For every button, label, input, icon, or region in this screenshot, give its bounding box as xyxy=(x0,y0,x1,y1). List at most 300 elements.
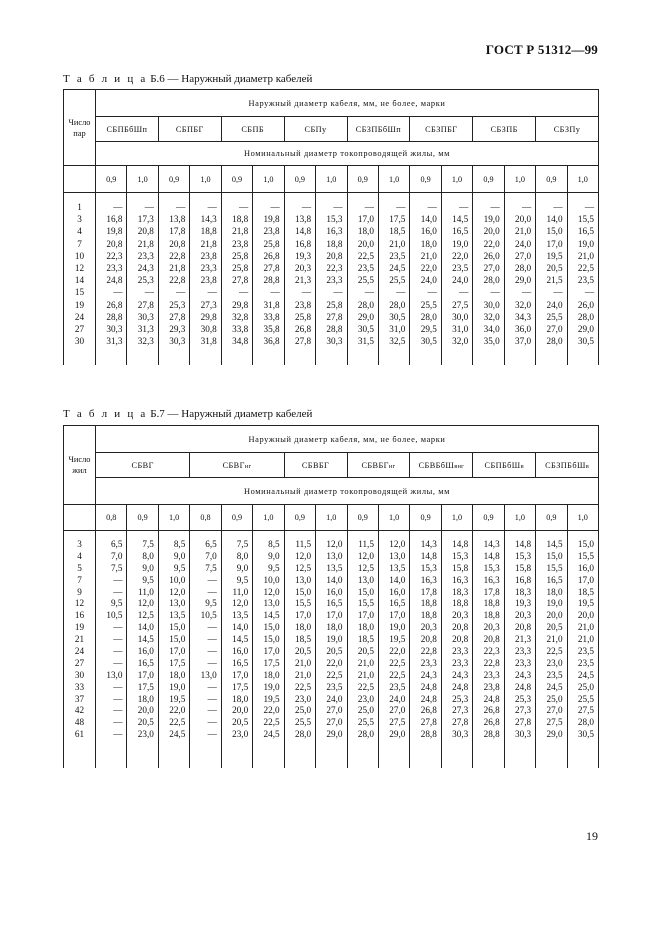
table7-value-cell: 23,3 xyxy=(515,646,532,657)
table6-value-cell: 19,0 xyxy=(483,214,500,225)
table6-value-cell: 30,5 xyxy=(357,323,374,334)
table6-value-cell: 27,5 xyxy=(452,299,469,310)
table6-caption xyxy=(63,73,312,85)
table6-grade-name: СБЗПу xyxy=(553,124,581,134)
table7-value-cell: 12,5 xyxy=(137,610,154,621)
table7-value-list xyxy=(505,539,531,741)
table6-value-cell: 14,0 xyxy=(420,214,437,225)
table7-value-cell: 25,0 xyxy=(294,705,312,716)
table7-value-list xyxy=(568,539,594,741)
table7-value-cell: 23,3 xyxy=(483,669,500,680)
table6-value-cell: 21,5 xyxy=(546,275,563,286)
table7-value-cell: 17,0 xyxy=(137,669,154,680)
table7-value-cell: 18,3 xyxy=(515,586,532,597)
table6-value-cell: 25,8 xyxy=(326,299,343,310)
table7-value-cell: 16,5 xyxy=(326,598,343,609)
table7-value-cell: 28,0 xyxy=(577,717,594,728)
table6-value-cell: 23,8 xyxy=(200,275,217,286)
table7-value-cell: 23,3 xyxy=(420,657,437,668)
table6-value-list xyxy=(410,201,436,347)
table7-diameter: 1,0 xyxy=(378,505,409,531)
table7-value-cell: 22,5 xyxy=(546,646,563,657)
table7-diameter: 1,0 xyxy=(567,505,598,531)
table6-grade-3 xyxy=(284,117,347,142)
table6-count-column xyxy=(64,193,96,365)
table6-value-cell: 21,8 xyxy=(232,226,249,237)
table7-value-column xyxy=(190,531,221,768)
table7-diameter: 0,9 xyxy=(347,505,378,531)
table7-value-cell: 23,0 xyxy=(357,693,374,704)
table6-diameter: 0,9 xyxy=(536,166,567,193)
table6-value-cell: 23,3 xyxy=(200,262,217,273)
table6-value-cell: 23,8 xyxy=(294,299,312,310)
table7-value-cell: 18,5 xyxy=(294,634,312,645)
table-b7 xyxy=(63,425,599,768)
table7-diameter: 0,9 xyxy=(284,505,315,531)
table7-value-cell: 14,3 xyxy=(483,539,500,549)
table7-value-cell: 9,0 xyxy=(142,562,154,573)
table6-value-cell: 22,3 xyxy=(326,262,343,273)
table6-value-cell: 21,0 xyxy=(577,250,594,261)
table6-value-cell: 20,0 xyxy=(357,238,374,249)
table7-value-cell: 15,0 xyxy=(294,586,312,597)
table6-value-list xyxy=(568,201,594,347)
table6-value-cell: 23,8 xyxy=(200,250,217,261)
table7-value-cell: 13,0 xyxy=(357,574,374,585)
table6-value-list xyxy=(159,201,185,347)
table7-value-cell: 18,3 xyxy=(452,586,469,597)
table7-value-cell: 27,8 xyxy=(515,717,532,728)
table6-value-cell: 27,0 xyxy=(483,262,500,273)
table7-grade-name: СБВБбШ xyxy=(418,460,455,470)
table6-diameter: 0,9 xyxy=(473,166,504,193)
table6-value-list xyxy=(316,201,342,347)
table7-count: 27 xyxy=(74,657,85,668)
table7-value-cell: 15,0 xyxy=(577,539,594,549)
table7-value-cell: 23,5 xyxy=(546,669,563,680)
table6-value-cell: 24,8 xyxy=(106,275,123,286)
table6-value-cell: 25,8 xyxy=(294,311,312,322)
table7-value-cell: — xyxy=(207,646,217,657)
table7-value-cell: — xyxy=(113,717,123,728)
table6-count: 3 xyxy=(77,214,82,225)
table6-grade-name: СБПу xyxy=(304,124,327,134)
table6-grade-7 xyxy=(536,117,599,142)
table6-diameter: 1,0 xyxy=(504,166,535,193)
table7-value-column xyxy=(253,531,284,768)
table6-value-list xyxy=(253,201,279,347)
table6-value-cell: 30,0 xyxy=(452,311,469,322)
table7-value-cell: 18,0 xyxy=(232,693,249,704)
table7-value-cell: 16,0 xyxy=(232,646,249,657)
table6-value-cell: 34,0 xyxy=(483,323,500,334)
table6-value-cell: 27,0 xyxy=(546,323,563,334)
table7-value-cell: 23,3 xyxy=(452,657,469,668)
table7-grade-6 xyxy=(536,453,599,478)
table6-diameter: 0,9 xyxy=(221,166,252,193)
table7-value-cell: 23,5 xyxy=(389,681,406,692)
table7-count: 33 xyxy=(74,681,85,692)
table6-value-cell: 31,8 xyxy=(200,336,217,347)
table7-value-cell: 12,0 xyxy=(357,550,374,561)
table6-value-cell: 27,8 xyxy=(326,311,343,322)
table6-value-cell: 26,8 xyxy=(263,250,280,261)
table7-value-cell: 14,3 xyxy=(420,539,437,549)
table6-value-cell: 23,5 xyxy=(357,262,374,273)
table7-value-cell: 29,0 xyxy=(389,729,406,740)
table7-value-cell: 27,5 xyxy=(389,717,406,728)
table7-value-cell: 27,0 xyxy=(326,717,343,728)
table6-value-cell: 15,0 xyxy=(546,226,563,237)
table6-value-column xyxy=(410,193,441,365)
table6-grade-2 xyxy=(221,117,284,142)
table6-value-cell: 32,0 xyxy=(483,311,500,322)
table7-value-cell: 15,0 xyxy=(169,634,186,645)
table6-value-cell: — xyxy=(364,202,374,212)
table6-value-cell: 30,3 xyxy=(106,323,123,334)
table7-value-cell: 10,5 xyxy=(200,610,217,621)
table6-value-cell: 17,8 xyxy=(169,226,186,237)
table6-value-cell: 23,8 xyxy=(232,238,249,249)
table7-value-cell: 24,8 xyxy=(483,693,500,704)
table7-value-cell: — xyxy=(113,586,123,597)
table6-value-cell: — xyxy=(490,287,500,298)
table7-value-cell: 18,5 xyxy=(577,586,594,597)
table7-value-cell: 21,0 xyxy=(577,634,594,645)
table7-value-cell: 14,8 xyxy=(515,539,532,549)
table6-value-cell: 23,3 xyxy=(137,250,154,261)
table7-value-column xyxy=(536,531,567,768)
table7-count: 19 xyxy=(74,622,85,633)
table7-value-cell: 28,0 xyxy=(294,729,312,740)
table7-value-cell: — xyxy=(113,657,123,668)
table6-value-cell: 27,8 xyxy=(294,336,312,347)
table6-value-cell: — xyxy=(396,202,406,212)
table7-value-cell: 22,5 xyxy=(389,669,406,680)
table6-caption-label: Т а б л и ц а xyxy=(63,73,148,85)
table7-value-cell: 13,0 xyxy=(200,669,217,680)
table6-value-cell: 28,0 xyxy=(389,299,406,310)
table7-value-cell: 27,5 xyxy=(546,717,563,728)
page-number: 19 xyxy=(586,829,598,843)
table7-value-cell: 24,5 xyxy=(263,729,280,740)
table7-value-cell: 24,3 xyxy=(515,669,532,680)
table7-count-column xyxy=(64,531,96,768)
table6-value-cell: 13,8 xyxy=(294,214,312,225)
table7-value-column xyxy=(473,531,504,768)
table6-diameter: 0,9 xyxy=(96,166,127,193)
table6-value-cell: 22,8 xyxy=(169,275,186,286)
table7-value-cell: 12,5 xyxy=(357,562,374,573)
table7-value-cell: 27,0 xyxy=(326,705,343,716)
table6-value-cell: 36,0 xyxy=(515,323,532,334)
table7-value-column xyxy=(504,531,535,768)
table6-value-cell: 31,3 xyxy=(137,323,154,334)
table7-value-cell: 6,5 xyxy=(205,539,217,549)
table6-value-cell: — xyxy=(176,287,186,298)
table7-value-cell: 17,0 xyxy=(389,610,406,621)
table7-value-cell: 6,5 xyxy=(110,539,123,549)
table7-value-cell: 14,5 xyxy=(263,610,280,621)
table7-value-cell: 20,8 xyxy=(420,634,437,645)
table7-grade-suffix: в xyxy=(520,462,524,470)
table6-count: 4 xyxy=(77,226,82,237)
table7-value-cell: 14,0 xyxy=(137,622,154,633)
table7-value-column xyxy=(567,531,598,768)
table7-diameter: 0,9 xyxy=(221,505,252,531)
table7-grade-4 xyxy=(410,453,473,478)
table6-diameter: 1,0 xyxy=(567,166,598,193)
table6-value-cell: 25,5 xyxy=(357,275,374,286)
table7-value-cell: 12,0 xyxy=(232,598,249,609)
table7-value-cell: 24,0 xyxy=(326,693,343,704)
table7-count: 7 xyxy=(77,574,82,585)
table6-value-cell: — xyxy=(584,287,594,298)
table7-value-cell: 7,5 xyxy=(236,539,249,549)
table6-value-list xyxy=(505,201,531,347)
table7-grade-name: СБВГ xyxy=(222,460,245,470)
table7-value-cell: 20,8 xyxy=(452,622,469,633)
table6-value-cell: 24,0 xyxy=(452,275,469,286)
table6-count: 27 xyxy=(74,323,85,334)
table6-value-cell: — xyxy=(207,202,217,212)
table6-value-column xyxy=(221,193,252,365)
table6-value-cell: 31,8 xyxy=(263,299,280,310)
table7-grade-name: СБПБбШ xyxy=(484,460,521,470)
table7-value-cell: 24,3 xyxy=(420,669,437,680)
table6-value-cell: — xyxy=(239,287,249,298)
table7-value-cell: 12,0 xyxy=(326,539,343,549)
table6-value-column xyxy=(96,193,127,365)
table7-value-cell: 25,5 xyxy=(357,717,374,728)
table6-value-column xyxy=(441,193,472,365)
table6-count: 12 xyxy=(74,262,85,273)
table6-diameter: 0,9 xyxy=(347,166,378,193)
table7-value-list xyxy=(379,539,405,741)
table6-count: 7 xyxy=(77,238,82,249)
table6-count: 14 xyxy=(74,275,85,286)
table6-value-column xyxy=(316,193,347,365)
table6-value-cell: 14,5 xyxy=(452,214,469,225)
table7-value-cell: 30,5 xyxy=(577,729,594,740)
table7-value-cell: 20,5 xyxy=(546,622,563,633)
table6-value-list xyxy=(348,201,374,347)
table6-value-column xyxy=(253,193,284,365)
table7-count: 24 xyxy=(74,646,85,657)
table7-value-cell: 20,0 xyxy=(137,705,154,716)
table6-value-list xyxy=(222,201,248,347)
table6-value-cell: 26,0 xyxy=(483,250,500,261)
table6-diameter: 0,9 xyxy=(158,166,189,193)
table7-value-cell: 18,0 xyxy=(326,622,343,633)
table7-value-cell: 22,0 xyxy=(169,705,186,716)
table7-value-cell: 15,3 xyxy=(452,550,469,561)
table6-diameter: 0,9 xyxy=(410,166,441,193)
table6-value-cell: 28,0 xyxy=(515,262,532,273)
table7-diameter: 0,9 xyxy=(410,505,441,531)
table6-value-cell: 28,8 xyxy=(326,323,343,334)
table6-value-cell: 22,0 xyxy=(452,250,469,261)
table7-value-cell: 16,3 xyxy=(483,574,500,585)
table6-value-cell: — xyxy=(427,287,437,298)
table6-value-column xyxy=(504,193,535,365)
table7-value-cell: 23,0 xyxy=(137,729,154,740)
table7-value-cell: 27,5 xyxy=(577,705,594,716)
table7-diameter: 1,0 xyxy=(158,505,189,531)
table7-value-cell: 9,5 xyxy=(205,598,217,609)
table6-value-column xyxy=(378,193,409,365)
table7-value-cell: 23,3 xyxy=(452,646,469,657)
table6-count: 24 xyxy=(74,311,85,322)
table7-value-cell: 29,0 xyxy=(326,729,343,740)
table6-value-cell: 29,5 xyxy=(420,323,437,334)
table7-value-cell: 22,0 xyxy=(263,705,280,716)
table7-value-cell: — xyxy=(113,646,123,657)
table7-count: 12 xyxy=(74,598,85,609)
table6-value-cell: — xyxy=(301,202,312,212)
table7-value-cell: 14,8 xyxy=(420,550,437,561)
table7-value-column xyxy=(347,531,378,768)
table7-value-cell: 21,0 xyxy=(577,622,594,633)
table6-value-cell: 25,3 xyxy=(137,275,154,286)
table6-value-cell: 22,5 xyxy=(357,250,374,261)
table7-value-cell: — xyxy=(113,622,123,633)
table7-value-cell: 18,0 xyxy=(137,693,154,704)
table7-value-cell: 7,0 xyxy=(110,550,123,561)
table7-value-cell: 25,3 xyxy=(515,693,532,704)
table7-grade-name: СБЗПБбШ xyxy=(545,460,586,470)
table6-value-column xyxy=(536,193,567,365)
table7-value-cell: 18,0 xyxy=(263,669,280,680)
table7-value-list xyxy=(473,539,499,741)
table7-value-cell: 13,0 xyxy=(389,550,406,561)
table7-value-cell: 20,5 xyxy=(137,717,154,728)
table7-value-cell: 20,3 xyxy=(483,622,500,633)
table7-outer-header: Наружный диаметр кабеля, мм, не более, марки xyxy=(96,426,599,453)
table6-value-cell: 13,8 xyxy=(169,214,186,225)
table7-value-column xyxy=(221,531,252,768)
table7-value-column xyxy=(127,531,158,768)
table7-value-cell: 21,0 xyxy=(357,657,374,668)
table6-value-cell: 28,0 xyxy=(420,311,437,322)
table7-value-cell: 18,8 xyxy=(483,598,500,609)
table7-first-col-header: Число жил xyxy=(64,426,96,505)
table7-value-cell: 16,5 xyxy=(389,598,406,609)
table7-grade-suffix: внг xyxy=(454,462,465,470)
table7-value-cell: 19,5 xyxy=(169,693,186,704)
table7-value-cell: 17,0 xyxy=(232,669,249,680)
table7-value-cell: 24,5 xyxy=(169,729,186,740)
table6-value-list xyxy=(96,201,122,347)
table7-value-list xyxy=(159,539,185,741)
table7-value-cell: 12,0 xyxy=(263,586,280,597)
table7-value-cell: — xyxy=(207,705,217,716)
table7-value-cell: 15,5 xyxy=(294,598,312,609)
table7-value-cell: 14,5 xyxy=(232,634,249,645)
table7-value-cell: 21,0 xyxy=(294,669,312,680)
table7-value-cell: 17,5 xyxy=(263,657,280,668)
table7-value-cell: 15,8 xyxy=(515,562,532,573)
table7-count-list xyxy=(64,539,95,741)
table7-value-list xyxy=(285,539,311,741)
table6-value-cell: 35,0 xyxy=(483,336,500,347)
table7-value-cell: 17,5 xyxy=(232,681,249,692)
table7-value-list xyxy=(442,539,468,741)
table7-value-cell: 24,5 xyxy=(546,681,563,692)
table7-value-cell: 7,0 xyxy=(205,550,217,561)
table6-value-cell: — xyxy=(427,202,437,212)
table7-value-cell: 15,0 xyxy=(357,586,374,597)
table7-value-cell: 22,3 xyxy=(483,646,500,657)
table7-value-cell: 17,0 xyxy=(577,574,594,585)
table7-value-cell: 17,8 xyxy=(420,586,437,597)
table6-value-cell: 20,8 xyxy=(326,250,343,261)
table7-grade-3 xyxy=(347,453,410,478)
table7-value-cell: 7,5 xyxy=(110,562,123,573)
table6-value-cell: 19,5 xyxy=(546,250,563,261)
table7-value-cell: 27,8 xyxy=(452,717,469,728)
table7-value-cell: 9,0 xyxy=(173,550,186,561)
table7-value-list xyxy=(127,539,153,741)
table6-value-cell: 20,3 xyxy=(294,262,312,273)
table7-value-cell: 16,5 xyxy=(137,657,154,668)
table6-value-cell: 20,0 xyxy=(515,214,532,225)
table6-value-cell: 27,8 xyxy=(169,311,186,322)
table7-diameter: 1,0 xyxy=(253,505,284,531)
table6-value-cell: 20,8 xyxy=(106,238,123,249)
table7-value-cell: — xyxy=(113,634,123,645)
table7-value-cell: 15,5 xyxy=(357,598,374,609)
table7-value-column xyxy=(158,531,189,768)
table6-value-cell: 25,5 xyxy=(546,311,563,322)
table7-value-cell: 12,0 xyxy=(137,598,154,609)
table6-count: 10 xyxy=(74,250,85,261)
table7-value-cell: 26,8 xyxy=(483,705,500,716)
table7-value-cell: 25,0 xyxy=(577,681,594,692)
table7-value-cell: 28,8 xyxy=(483,729,500,740)
table6-value-cell: 21,0 xyxy=(515,226,532,237)
table7-value-cell: 9,5 xyxy=(173,562,186,573)
table6-count: 1 xyxy=(77,202,82,212)
table6-value-column xyxy=(284,193,315,365)
table7-value-cell: — xyxy=(113,729,123,740)
table7-value-cell: 19,0 xyxy=(169,681,186,692)
table7-grade-suffix: нг xyxy=(244,462,252,470)
table7-value-cell: 23,5 xyxy=(326,681,343,692)
table7-value-cell: 14,0 xyxy=(389,574,406,585)
table6-value-cell: 29,8 xyxy=(200,311,217,322)
table6-value-cell: 17,0 xyxy=(357,214,374,225)
table7-value-cell: 19,0 xyxy=(326,634,343,645)
table6-value-cell: 21,8 xyxy=(169,262,186,273)
table6-value-column xyxy=(127,193,158,365)
table6-value-cell: — xyxy=(521,202,532,212)
table7-value-cell: 20,3 xyxy=(452,610,469,621)
table7-value-cell: 27,0 xyxy=(546,705,563,716)
table6-value-cell: — xyxy=(176,202,186,212)
table7-value-list xyxy=(190,539,216,741)
table7-value-cell: 22,5 xyxy=(357,681,374,692)
table7-value-cell: — xyxy=(207,634,217,645)
table7-value-cell: 15,0 xyxy=(263,622,280,633)
table7-value-cell: 20,0 xyxy=(577,610,594,621)
table7-diameter: 1,0 xyxy=(504,505,535,531)
table7-value-cell: 12,0 xyxy=(169,586,186,597)
table6-value-cell: 19,8 xyxy=(106,226,123,237)
table7-value-cell: 8,5 xyxy=(268,539,280,549)
table7-value-cell: 21,0 xyxy=(294,657,312,668)
table7-value-cell: 13,0 xyxy=(294,574,312,585)
